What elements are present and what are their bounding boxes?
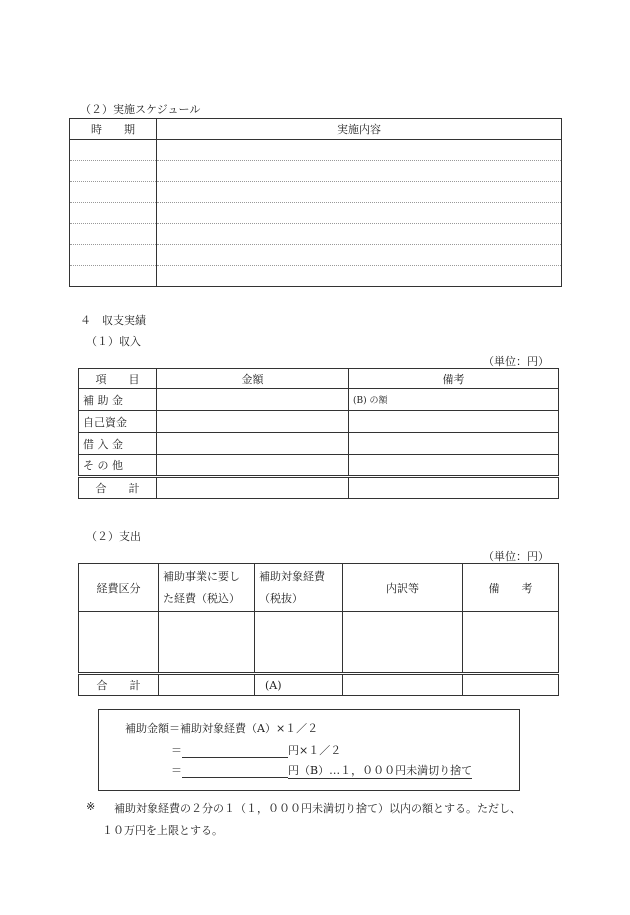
income-note [349, 411, 559, 433]
expense-total-label: 合 計 [79, 674, 159, 696]
expense-total-row [79, 674, 559, 696]
expense-col-category: 経費区分 [79, 564, 159, 612]
note-mark: ※ [86, 800, 96, 813]
income-total-amount [157, 477, 349, 499]
formula-box [98, 709, 520, 791]
expense-col-note: 備 考 [463, 564, 559, 612]
note-line1: 補助対象経費の２分の１（１，０００円未満切り捨て）以内の額とする。ただし、 [114, 802, 521, 815]
schedule-row [70, 224, 562, 245]
schedule-row [70, 161, 562, 182]
formula-line2-suffix: 円×１／２ [288, 744, 342, 757]
income-col-amount: 金額 [157, 369, 349, 389]
schedule-row [70, 266, 562, 287]
formula-line3 [171, 762, 472, 779]
expense-unit: （単位：円） [483, 550, 549, 563]
income-total-note [349, 477, 559, 499]
income-header-row [79, 369, 559, 389]
expense-total-incurred [159, 674, 255, 696]
income-total-label: 合 計 [79, 477, 157, 499]
schedule-row [70, 140, 562, 161]
expense-col-breakdown: 内訳等 [343, 564, 463, 612]
formula-line2-prefix: ＝ [171, 744, 182, 757]
expense-col-eligible: 補助対象経費（税抜） [255, 564, 343, 612]
expense-col-incurred: 補助事業に要した経費（税込） [159, 564, 255, 612]
income-row [79, 455, 559, 477]
income-amount [157, 389, 349, 411]
income-title: （１）収入 [86, 335, 141, 348]
formula-line1: 補助金額＝補助対象経費（A）×１／２ [125, 722, 319, 735]
schedule-header-row [70, 119, 562, 140]
expense-row [79, 612, 559, 674]
income-amount [157, 433, 349, 455]
expense-total-marker: (A) [255, 674, 343, 696]
income-row [79, 433, 559, 455]
expense-header-row [79, 564, 559, 612]
schedule-row [70, 182, 562, 203]
income-amount [157, 455, 349, 477]
schedule-title: （２）実施スケジュール [80, 103, 201, 116]
schedule-col-period: 時 期 [70, 119, 157, 140]
income-total-row [79, 477, 559, 499]
income-row [79, 411, 559, 433]
expense-title: （２）支出 [86, 530, 141, 543]
income-amount [157, 411, 349, 433]
income-item: 補 助 金 [79, 389, 157, 411]
expense-table [78, 563, 559, 696]
income-item: そ の 他 [79, 455, 157, 477]
income-col-item: 項 目 [79, 369, 157, 389]
income-note: (B) の額 [349, 389, 559, 411]
formula-line3-blank [182, 764, 288, 778]
formula-line3-prefix: ＝ [171, 764, 182, 777]
note-line2: １０万円を上限とする。 [102, 824, 223, 837]
formula-line2-blank [182, 744, 288, 758]
income-item: 自己資金 [79, 411, 157, 433]
income-row [79, 389, 559, 411]
income-unit: （単位：円） [483, 355, 549, 368]
income-table [78, 368, 559, 499]
income-col-note: 備考 [349, 369, 559, 389]
schedule-table [69, 118, 562, 287]
schedule-row [70, 245, 562, 266]
income-note [349, 433, 559, 455]
schedule-row [70, 203, 562, 224]
schedule-col-content: 実施内容 [157, 119, 562, 140]
section4-title: ４ 収支実績 [80, 314, 146, 327]
income-item: 借 入 金 [79, 433, 157, 455]
formula-line3-suffix: 円（B）…１，０００円未満切り捨て [288, 764, 473, 777]
formula-line2 [171, 742, 341, 758]
income-note [349, 455, 559, 477]
